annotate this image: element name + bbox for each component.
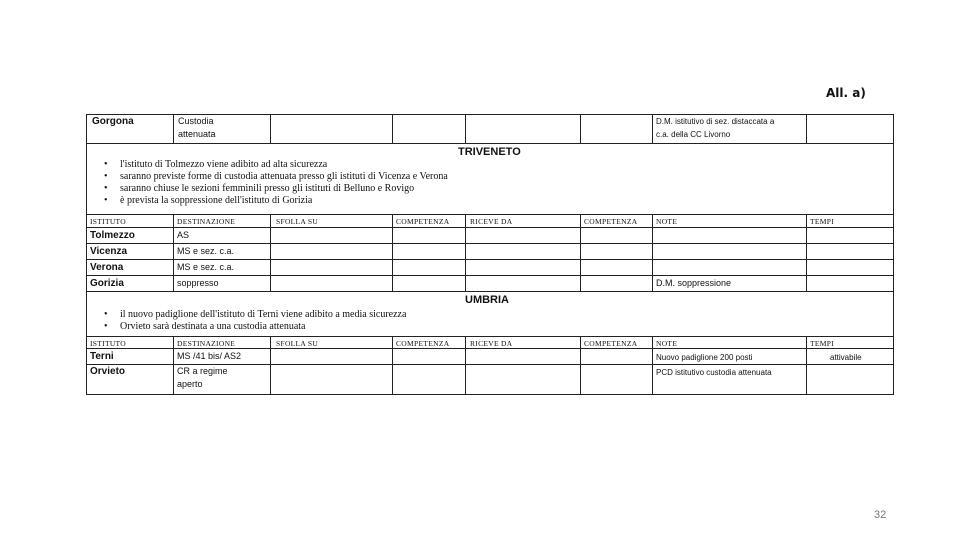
- table-row-istituto: Terni: [90, 351, 114, 362]
- table-row-destinazione: MS /41 bis/ AS2: [177, 351, 242, 361]
- row-destinazione-line2: attenuata: [178, 129, 216, 139]
- table-row-destinazione-line1: CR a regime: [177, 366, 228, 376]
- header-riceve-da: RICEVE DA: [470, 339, 513, 348]
- rule: [270, 214, 271, 291]
- header-competenza-2: COMPETENZA: [584, 217, 638, 226]
- bullet-item: • Orvieto sarà destinata a una custodia attenuata: [98, 321, 406, 333]
- rule: [86, 336, 894, 337]
- rule: [806, 214, 807, 291]
- table-row-destinazione: MS e sez. c.a.: [177, 262, 235, 272]
- header-competenza: COMPETENZA: [396, 217, 450, 226]
- table-border-right: [893, 114, 894, 395]
- section-title-triveneto: TRIVENETO: [458, 146, 521, 158]
- header-istituto: ISTITUTO: [90, 217, 127, 226]
- table-row-istituto: Vicenza: [90, 246, 128, 257]
- rule: [392, 336, 393, 394]
- header-note: NOTE: [656, 339, 678, 348]
- header-tempi: TEMPI: [810, 217, 834, 226]
- header-istituto: ISTITUTO: [90, 339, 127, 348]
- table-row-istituto: Verona: [90, 262, 124, 273]
- rule: [465, 114, 466, 143]
- row-note-line1: D.M. istitutivo di sez. distaccata a: [656, 117, 775, 126]
- header-riceve-da: RICEVE DA: [470, 217, 513, 226]
- header-destinazione: DESTINAZIONE: [177, 339, 236, 348]
- rule: [86, 259, 894, 260]
- table-row-istituto: Tolmezzo: [90, 230, 135, 241]
- table-row-destinazione: AS: [177, 230, 190, 240]
- rule: [580, 114, 581, 143]
- rule: [806, 114, 807, 143]
- rule: [86, 243, 894, 244]
- rule: [465, 214, 466, 291]
- table-row-note: D.M. soppressione: [656, 278, 732, 288]
- table-row-tempi: attivabile: [830, 353, 862, 362]
- rule: [86, 214, 894, 215]
- row-istituto: Gorgona: [92, 116, 134, 127]
- bullet-item: • è prevista la soppressione dell'istituto di Gorizia: [98, 195, 448, 207]
- page-number: 32: [874, 509, 887, 521]
- table-row-destinazione: MS e sez. c.a.: [177, 246, 235, 256]
- header-note: NOTE: [656, 217, 678, 226]
- rule: [86, 394, 894, 395]
- rule: [652, 336, 653, 394]
- header-destinazione: DESTINAZIONE: [177, 217, 236, 226]
- rule: [86, 291, 894, 292]
- rule: [465, 336, 466, 394]
- bullet-item: • saranno previste forme di custodia attenuata presso gli istituti di Vicenza e Verona: [98, 171, 448, 183]
- bullet-item: • il nuovo padiglione dell'istituto di Terni viene adibito a media sicurezza: [98, 309, 406, 321]
- table-row-istituto: Orvieto: [90, 366, 126, 377]
- rule: [580, 336, 581, 394]
- rule: [652, 114, 653, 143]
- annex-label: All. a): [826, 86, 866, 100]
- table-row-destinazione-line2: aperto: [177, 379, 203, 389]
- rule: [806, 336, 807, 394]
- header-competenza-2: COMPETENZA: [584, 339, 638, 348]
- header-sfolla-su: SFOLLA SU: [276, 217, 319, 226]
- table-border-left: [86, 114, 87, 395]
- bullet-item: • l'istituto di Tolmezzo viene adibito ad alta sicurezza: [98, 159, 448, 171]
- bullet-item: • saranno chiuse le sezioni femminili presso gli istituti di Belluno e Rovigo: [98, 183, 448, 195]
- triveneto-bullets: [98, 159, 448, 207]
- table-row-note: PCD istitutivo custodia attenuata: [656, 368, 772, 377]
- section-title-umbria: UMBRIA: [465, 294, 509, 306]
- rule: [392, 214, 393, 291]
- rule: [173, 114, 174, 143]
- row-note-line2: c.a. della CC Livorno: [656, 130, 731, 139]
- header-tempi: TEMPI: [810, 339, 834, 348]
- rule: [173, 214, 174, 291]
- rule: [86, 275, 894, 276]
- header-competenza: COMPETENZA: [396, 339, 450, 348]
- rule: [173, 336, 174, 394]
- table-row-istituto: Gorizia: [90, 278, 124, 289]
- rule: [86, 227, 894, 228]
- rule: [270, 114, 271, 143]
- table-row-destinazione: soppresso: [177, 278, 219, 288]
- header-sfolla-su: SFOLLA SU: [276, 339, 319, 348]
- rule: [86, 143, 894, 144]
- row-destinazione-line1: Custodia: [178, 116, 214, 126]
- rule: [580, 214, 581, 291]
- rule: [270, 336, 271, 394]
- rule: [392, 114, 393, 143]
- table-row-note: Nuovo padiglione 200 posti: [656, 353, 753, 362]
- rule: [652, 214, 653, 291]
- umbria-bullets: [98, 309, 406, 333]
- rule: [86, 114, 894, 115]
- rule: [86, 364, 894, 365]
